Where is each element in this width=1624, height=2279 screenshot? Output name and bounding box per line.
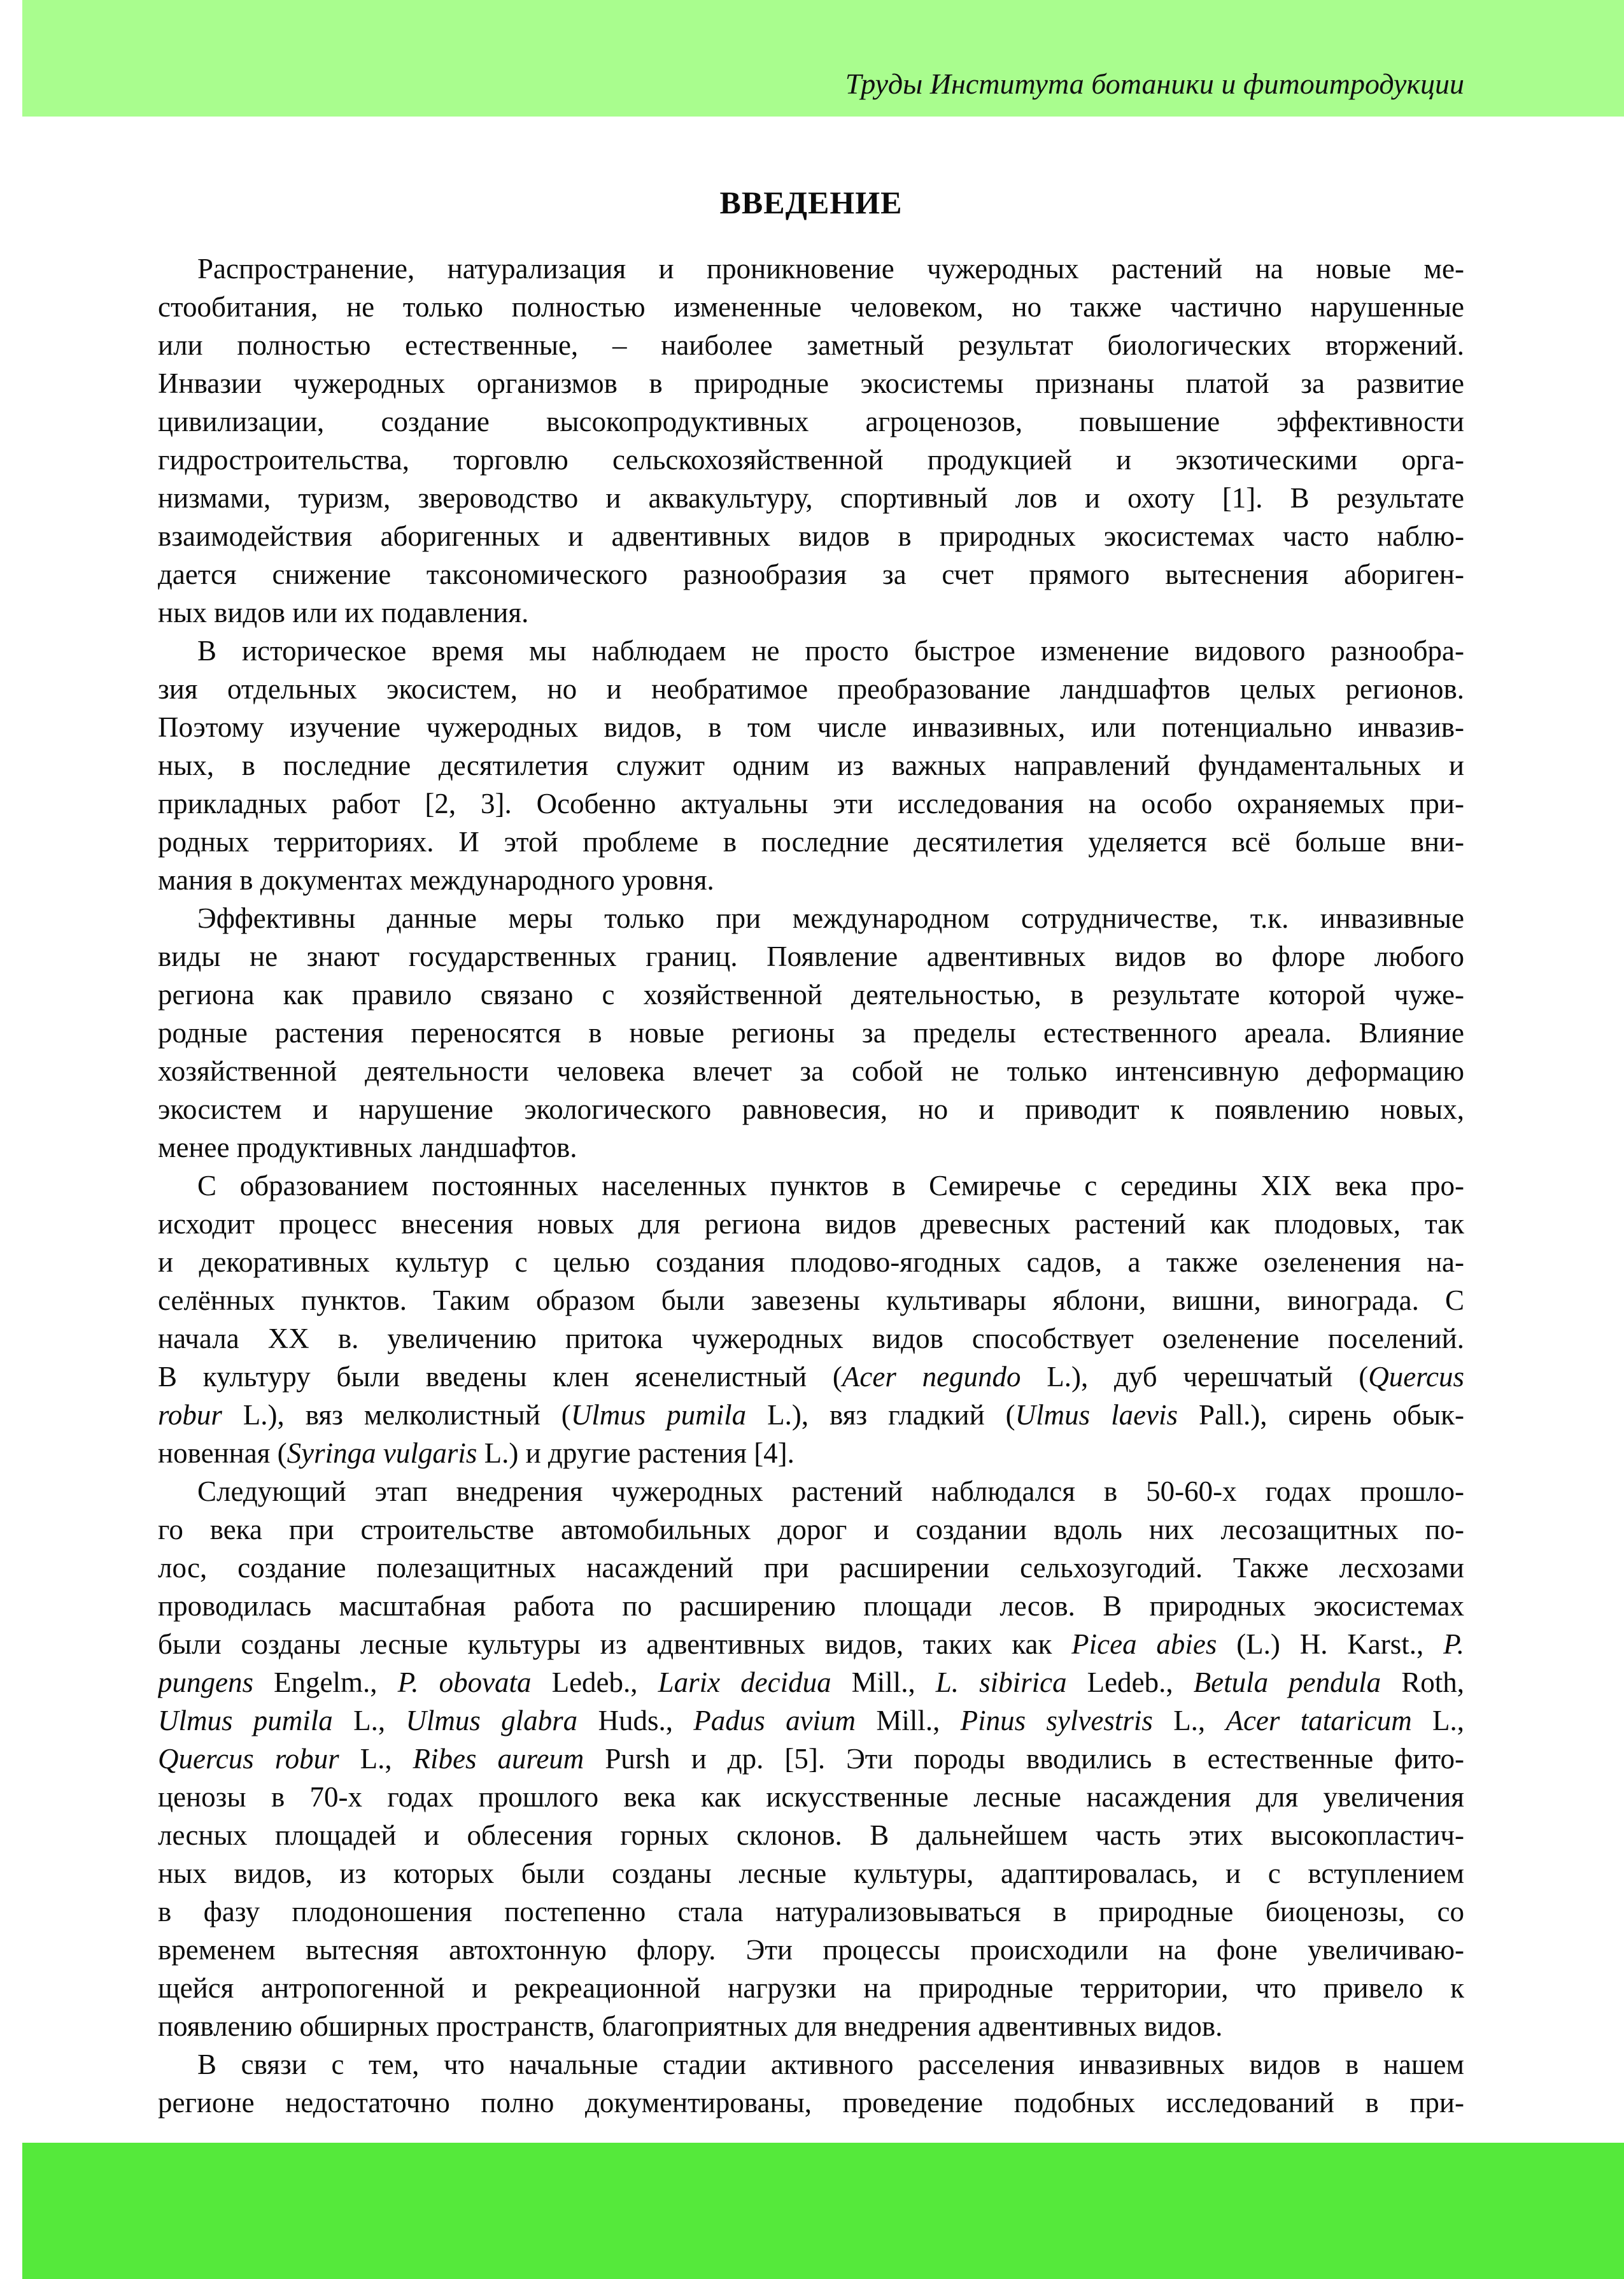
body-line bbox=[158, 785, 1464, 823]
body-line bbox=[158, 1434, 1464, 1472]
body-line bbox=[158, 1701, 1464, 1740]
body-line bbox=[158, 1319, 1464, 1358]
body-line bbox=[158, 441, 1464, 479]
body-line bbox=[158, 288, 1464, 326]
body-run: начала XX в. увеличению притока чужеродных видов способствует озеленение поселений. bbox=[158, 1323, 1464, 1354]
body-line bbox=[158, 250, 1464, 288]
species-name-italic: Quercus bbox=[1368, 1361, 1464, 1393]
species-name-italic: Syringa vulgaris bbox=[286, 1437, 477, 1469]
body-run: взаимодействия аборигенных и адвентивных видов в природных экосистемах часто наблю- bbox=[158, 520, 1464, 552]
body-run: ных видов или их подавления. bbox=[158, 597, 529, 628]
body-line bbox=[158, 1281, 1464, 1319]
body-run: В историческое время мы наблюдаем не просто быстрое изменение видового разнообра- bbox=[197, 635, 1464, 667]
body-run: исходит процесс внесения новых для региона видов древесных растений как плодовых, так bbox=[158, 1208, 1464, 1240]
body-line bbox=[158, 1472, 1464, 1510]
species-name-italic: robur bbox=[158, 1399, 222, 1431]
page-title: ВВЕДЕНИЕ bbox=[719, 184, 903, 220]
body-line bbox=[158, 364, 1464, 402]
body-line bbox=[158, 861, 1464, 899]
body-line bbox=[158, 479, 1464, 517]
body-line bbox=[158, 1128, 1464, 1167]
body-run: Эффективны данные меры только при международном сотрудничестве, т.к. инвазивные bbox=[197, 902, 1464, 934]
body-run: L., bbox=[1411, 1705, 1464, 1736]
body-line bbox=[158, 823, 1464, 861]
journal-header-bar bbox=[22, 0, 1624, 117]
body-line bbox=[158, 1090, 1464, 1128]
body-run: стообитания, не только полностью измененные человеком, но также частично нарушенные bbox=[158, 291, 1464, 323]
body-run: появлению обширных пространств, благоприятных для внедрения адвентивных видов. bbox=[158, 2010, 1223, 2042]
body-run: зия отдельных экосистем, но и необратимое преобразование ландшафтов целых регионов. bbox=[158, 673, 1464, 705]
body-run: L.), вяз мелколистный ( bbox=[222, 1399, 571, 1431]
body-line bbox=[158, 1549, 1464, 1587]
body-line bbox=[158, 1892, 1464, 1931]
body-line bbox=[158, 1052, 1464, 1090]
body-run: или полностью естественные, – наиболее заметный результат биологических вторжений. bbox=[158, 329, 1464, 361]
species-name-italic: Quercus robur bbox=[158, 1743, 339, 1775]
body-text bbox=[158, 250, 1464, 2122]
species-name-italic: Acer tataricum bbox=[1225, 1705, 1412, 1736]
species-name-italic: P. obovata bbox=[397, 1666, 532, 1698]
body-run: L.), дуб черешчатый ( bbox=[1020, 1361, 1369, 1393]
body-run: менее продуктивных ландшафтов. bbox=[158, 1132, 577, 1163]
body-line bbox=[158, 1587, 1464, 1625]
body-run: ных видов, из которых были созданы лесные культуры, адаптировалась, и с вступлением bbox=[158, 1857, 1464, 1889]
body-run: и декоративных культур с целью создания плодово-ягодных садов, а также озеленения на- bbox=[158, 1246, 1464, 1278]
body-run: регионе недостаточно полно документированы, проведение подобных исследований в при- bbox=[158, 2087, 1464, 2119]
body-run: временем вытесняя автохтонную флору. Эти процессы происходили на фоне увеличиваю- bbox=[158, 1934, 1464, 1966]
body-line bbox=[158, 1778, 1464, 1816]
species-name-italic: Ulmus laevis bbox=[1015, 1399, 1178, 1431]
body-run: экосистем и нарушение экологического равновесия, но и приводит к появлению новых, bbox=[158, 1093, 1464, 1125]
species-name-italic: Pinus sylvestris bbox=[960, 1705, 1153, 1736]
journal-header-text: Труды Института ботаники и фитоитродукции bbox=[845, 67, 1464, 100]
body-line bbox=[158, 1816, 1464, 1854]
body-line bbox=[158, 1931, 1464, 1969]
body-line bbox=[158, 1167, 1464, 1205]
body-run: В связи с тем, что начальные стадии активного расселения инвазивных видов в нашем bbox=[197, 2048, 1464, 2080]
body-line bbox=[158, 1663, 1464, 1701]
body-run: региона как правило связано с хозяйственной деятельностью, в результате которой чуже- bbox=[158, 979, 1464, 1011]
body-run: ценозы в 70-х годах прошлого века как искусственные лесные насаждения для увеличения bbox=[158, 1781, 1464, 1813]
body-line bbox=[158, 1969, 1464, 2007]
body-line bbox=[158, 1358, 1464, 1396]
body-run: прикладных работ [2, 3]. Особенно актуальны эти исследования на особо охраняемых при- bbox=[158, 788, 1464, 820]
body-run: Pall.), сирень обык- bbox=[1178, 1399, 1464, 1431]
body-run: были созданы лесные культуры из адвентивных видов, таких как bbox=[158, 1628, 1072, 1660]
body-run: гидростроительства, торговлю сельскохозяйственной продукцией и экзотическими орга- bbox=[158, 444, 1464, 476]
body-line bbox=[158, 1740, 1464, 1778]
body-line bbox=[158, 2084, 1464, 2122]
body-run: хозяйственной деятельности человека влечет за собой не только интенсивную деформацию bbox=[158, 1055, 1464, 1087]
body-line bbox=[158, 2007, 1464, 2045]
body-run: В культуру были введены клен ясенелистный ( bbox=[158, 1361, 842, 1393]
body-run: селённых пунктов. Таким образом были завезены культивары яблони, вишни, винограда. С bbox=[158, 1284, 1464, 1316]
body-run: щейся антропогенной и рекреационной нагрузки на природные территории, что привело к bbox=[158, 1972, 1464, 2004]
body-run: L.), вяз гладкий ( bbox=[746, 1399, 1015, 1431]
species-name-italic: Ulmus pumila bbox=[570, 1399, 747, 1431]
body-run: L., bbox=[332, 1705, 406, 1736]
body-line bbox=[158, 976, 1464, 1014]
body-run: лесных площадей и облесения горных склонов. В дальнейшем часть этих высокопластич- bbox=[158, 1819, 1464, 1851]
body-line bbox=[158, 517, 1464, 555]
body-run: (L.) H. Karst., bbox=[1217, 1628, 1444, 1660]
body-run: родные растения переносятся в новые регионы за пределы естественного ареала. Влияние bbox=[158, 1017, 1464, 1049]
body-line bbox=[158, 899, 1464, 937]
body-line bbox=[158, 1854, 1464, 1892]
body-run: ных, в последние десятилетия служит одним из важных направлений фундаментальных и bbox=[158, 749, 1464, 781]
species-name-italic: Ribes aureum bbox=[413, 1743, 584, 1775]
body-line bbox=[158, 1625, 1464, 1663]
body-run: L.) и другие растения [4]. bbox=[477, 1437, 794, 1469]
body-run: Следующий этап внедрения чужеродных растений наблюдался в 50-60-х годах прошло- bbox=[197, 1475, 1464, 1507]
body-line bbox=[158, 1510, 1464, 1549]
body-line bbox=[158, 708, 1464, 746]
body-line bbox=[158, 1396, 1464, 1434]
body-run: L., bbox=[339, 1743, 413, 1775]
species-name-italic: Ulmus pumila bbox=[158, 1705, 333, 1736]
body-run: низмами, туризм, звероводство и аквакультуру, спортивный лов и охоту [1]. В результате bbox=[158, 482, 1464, 514]
body-run: L., bbox=[1152, 1705, 1226, 1736]
body-run: в фазу плодоношения постепенно стала натурализовываться в природные биоценозы, со bbox=[158, 1896, 1464, 1928]
body-run: Распространение, натурализация и проникновение чужеродных растений на новые ме- bbox=[197, 253, 1464, 285]
body-run: дается снижение таксономического разнообразия за счет прямого вытеснения абориген- bbox=[158, 558, 1464, 590]
body-line bbox=[158, 1205, 1464, 1243]
body-run: Mill., bbox=[856, 1705, 961, 1736]
body-run: проводилась масштабная работа по расширению площади лесов. В природных экосистемах bbox=[158, 1590, 1464, 1622]
body-line bbox=[158, 937, 1464, 976]
species-name-italic: Picea abies bbox=[1071, 1628, 1217, 1660]
body-run: Поэтому изучение чужеродных видов, в том числе инвазивных, или потенциально инвазив- bbox=[158, 711, 1464, 743]
body-run: Pursh и др. [5]. Эти породы вводились в естественные фито- bbox=[584, 1743, 1464, 1775]
body-line bbox=[158, 402, 1464, 441]
species-name-italic: Larix decidua bbox=[658, 1666, 831, 1698]
species-name-italic: Padus avium bbox=[693, 1705, 856, 1736]
body-run: виды не знают государственных границ. Появление адвентивных видов во флоре любого bbox=[158, 941, 1464, 972]
body-line bbox=[158, 326, 1464, 364]
body-run: Ledeb., bbox=[1066, 1666, 1194, 1698]
body-run: С образованием постоянных населенных пунктов в Семиречье с середины XIX века про- bbox=[197, 1170, 1464, 1202]
body-run: Mill., bbox=[831, 1666, 936, 1698]
body-line bbox=[158, 593, 1464, 632]
body-line bbox=[158, 2045, 1464, 2084]
body-run: новенная ( bbox=[158, 1437, 287, 1469]
body-run: Huds., bbox=[577, 1705, 694, 1736]
species-name-italic: L. sibirica bbox=[935, 1666, 1067, 1698]
body-line bbox=[158, 555, 1464, 593]
body-line bbox=[158, 1243, 1464, 1281]
body-run: родных территориях. И этой проблеме в последние десятилетия уделяется всё больше вни- bbox=[158, 826, 1464, 858]
species-name-italic: Acer negundo bbox=[842, 1361, 1021, 1393]
journal-footer-bar bbox=[22, 2143, 1624, 2279]
species-name-italic: Ulmus glabra bbox=[406, 1705, 578, 1736]
species-name-italic: pungens bbox=[158, 1666, 253, 1698]
body-run: Ledeb., bbox=[531, 1666, 658, 1698]
body-line bbox=[158, 670, 1464, 708]
body-run: Roth, bbox=[1381, 1666, 1464, 1698]
body-run: лос, создание полезащитных насаждений при расширении сельхозугодий. Также лесхозами bbox=[158, 1552, 1464, 1584]
body-run: Engelm., bbox=[253, 1666, 398, 1698]
species-name-italic: P. bbox=[1443, 1628, 1464, 1660]
body-run: го века при строительстве автомобильных дорог и создании вдоль них лесозащитных по- bbox=[158, 1514, 1464, 1545]
body-run: Инвазии чужеродных организмов в природные экосистемы признаны платой за развитие bbox=[158, 367, 1464, 399]
body-run: цивилизации, создание высокопродуктивных агроценозов, повышение эффективности bbox=[158, 406, 1464, 437]
body-line bbox=[158, 1014, 1464, 1052]
species-name-italic: Betula pendula bbox=[1193, 1666, 1381, 1698]
body-run: мания в документах международного уровня. bbox=[158, 864, 714, 896]
body-line bbox=[158, 746, 1464, 785]
body-line bbox=[158, 632, 1464, 670]
